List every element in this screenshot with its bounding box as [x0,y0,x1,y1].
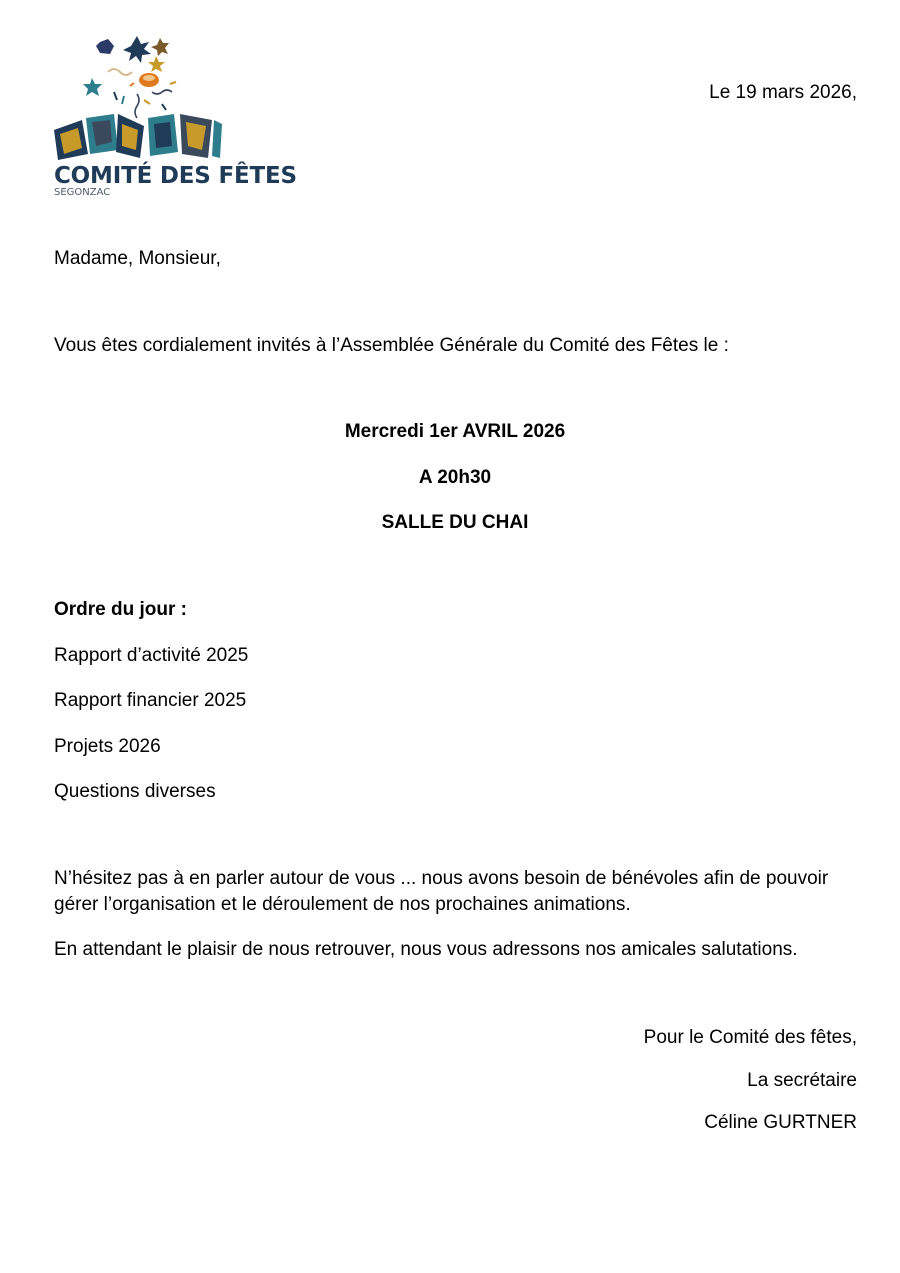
mosaic-banner [54,114,222,160]
logo-title: COMITÉ DES FÊTES [54,163,297,189]
event-time: A 20h30 [418,467,492,488]
event-place: SALLE DU CHAI [381,512,529,533]
signature-role: La secrétaire [747,1070,857,1091]
agenda-item: Rapport financier 2025 [54,690,247,711]
agenda-item: Questions diverses [54,781,216,802]
letter-date: Le 19 mars 2026, [709,82,857,103]
agenda-item: Projets 2026 [54,736,161,757]
volunteers-paragraph: N’hésitez pas à en parler autour de vous ... nous avons besoin de bénévoles afin de pouvoir gérer l’organisation et le déroulement de nos prochaines animations. [54,868,829,915]
agenda-item: Rapport d’activité 2025 [54,645,249,666]
event-date: Mercredi 1er AVRIL 2026 [344,421,566,442]
logo-subtitle: SEGONZAC [54,187,111,198]
invitation-intro: Vous êtes cordialement invités à l’Assemblée Générale du Comité des Fêtes le : [54,335,729,356]
signature-name: Céline GURTNER [704,1112,857,1133]
signature-organisation: Pour le Comité des fêtes, [643,1027,857,1048]
confetti-decoration [83,36,176,118]
closing-paragraph: En attendant le plaisir de nous retrouver, nous vous adressons nos amicales salutations. [54,939,798,960]
salutation: Madame, Monsieur, [54,248,221,269]
agenda-title: Ordre du jour : [54,599,187,620]
